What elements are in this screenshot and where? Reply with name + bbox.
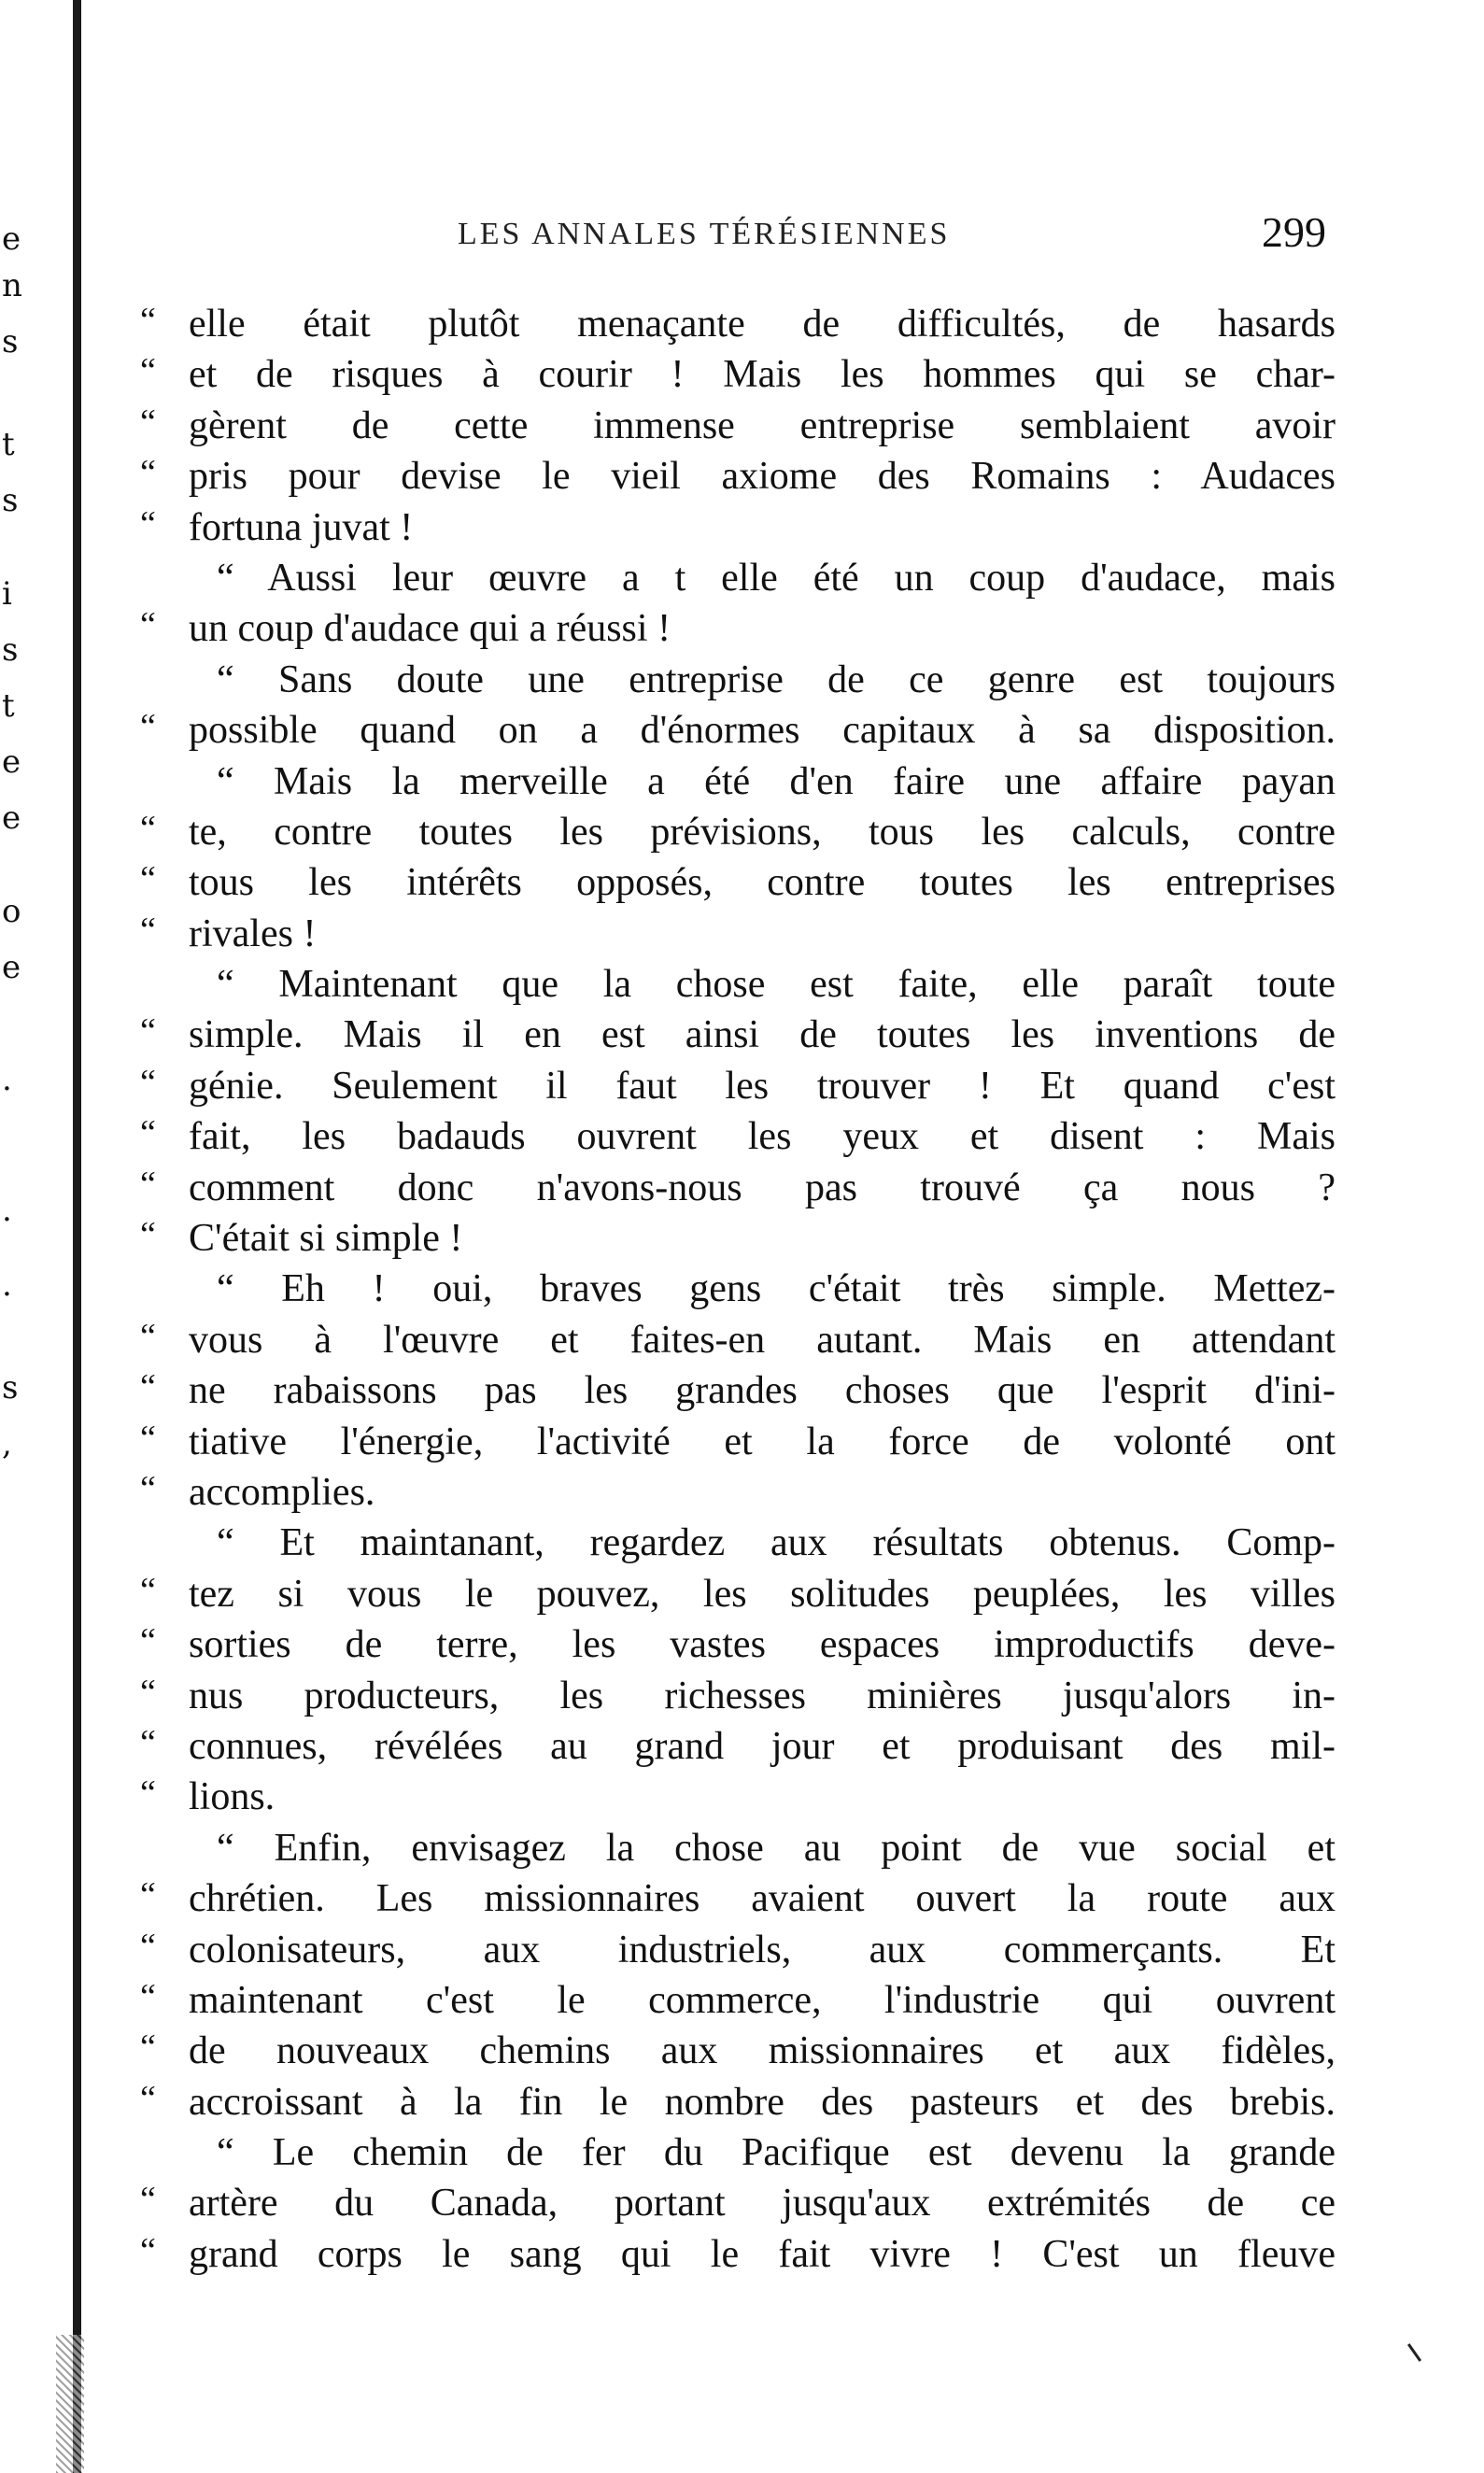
line-text: pris pour devise le vieil axiome des Romains : Audaces xyxy=(189,455,1336,499)
line-text: et de risques à courir ! Mais les hommes qui se char- xyxy=(189,353,1336,397)
line-text: de nouveaux chemins aux missionnaires et aux fidèles, xyxy=(189,2029,1336,2073)
margin-fragment: e xyxy=(2,949,21,986)
margin-fragment: t xyxy=(2,687,15,725)
text-line xyxy=(140,1823,1336,1873)
text-line xyxy=(140,451,1336,502)
quote-mark: “ xyxy=(140,2230,156,2270)
running-title: LES ANNALES TÉRÉSIENNES xyxy=(458,217,951,251)
text-line xyxy=(140,299,1336,349)
text-line xyxy=(140,1619,1336,1670)
line-text: simple. Mais il en est ainsi de toutes les inventions de xyxy=(189,1013,1336,1057)
quote-mark: “ xyxy=(140,1468,156,1508)
quote-mark: “ xyxy=(140,2028,156,2068)
quote-mark: “ xyxy=(140,503,156,544)
line-text: ne rabaissons pas les grandes choses que l'esprit d'ini- xyxy=(189,1369,1336,1413)
binding-gutter xyxy=(0,0,103,2473)
quote-mark: “ xyxy=(140,910,156,950)
book-spine-edge xyxy=(73,0,81,2473)
quote-mark: “ xyxy=(140,1316,156,1356)
line-text: vous à l'œuvre et faites-en autant. Mais en attendant xyxy=(189,1318,1336,1362)
text-line xyxy=(140,1061,1336,1111)
quote-mark: “ xyxy=(140,1164,156,1204)
margin-fragment: t xyxy=(2,426,15,463)
line-text: tez si vous le pouvez, les solitudes peuplées, les villes xyxy=(189,1572,1336,1616)
line-text: rivales ! xyxy=(189,911,317,955)
line-text: “ Maintenant que la chose est faite, elle paraît toute xyxy=(217,963,1336,1007)
text-line xyxy=(140,655,1336,705)
text-line xyxy=(140,909,1336,959)
quote-mark: “ xyxy=(140,2180,156,2220)
quote-mark: “ xyxy=(140,1722,156,1762)
quote-mark: “ xyxy=(140,1570,156,1610)
margin-fragment: i xyxy=(2,575,12,613)
page-header xyxy=(187,207,1326,263)
line-text: grand corps le sang qui le fait vivre ! C'est un fleuve xyxy=(189,2232,1336,2276)
line-text: accomplies. xyxy=(189,1470,375,1514)
line-text: “ Eh ! oui, braves gens c'était très simple. Mettez- xyxy=(217,1267,1336,1311)
line-text: te, contre toutes les prévisions, tous les calculs, contre xyxy=(189,810,1336,854)
quote-mark: “ xyxy=(140,1926,156,1966)
line-text: génie. Seulement il faut les trouver ! Et quand c'est xyxy=(189,1064,1336,1108)
text-line xyxy=(140,1772,1336,1822)
text-line xyxy=(140,401,1336,451)
quote-mark: “ xyxy=(140,402,156,442)
text-line xyxy=(140,1163,1336,1213)
text-line xyxy=(140,1925,1336,1975)
quote-mark: “ xyxy=(140,1062,156,1102)
line-text: sorties de terre, les vastes espaces improductifs deve- xyxy=(189,1623,1336,1667)
quote-mark: “ xyxy=(140,859,156,899)
line-text: “ Sans doute une entreprise de ce genre est toujours xyxy=(217,657,1336,701)
text-line xyxy=(140,1315,1336,1365)
margin-fragment: s xyxy=(2,1369,19,1406)
quote-mark: “ xyxy=(140,605,156,645)
quote-mark: “ xyxy=(140,1621,156,1661)
line-text: possible quand on a d'énormes capitaux à sa disposition. xyxy=(189,709,1336,753)
line-text: gèrent de cette immense entreprise semblaient avoir xyxy=(189,403,1336,447)
line-text: comment donc n'avons-nous pas trouvé ça nous ? xyxy=(189,1166,1336,1209)
line-text: maintenant c'est le commerce, l'industrie qui ouvrent xyxy=(189,1978,1336,2022)
text-line xyxy=(140,1721,1336,1772)
text-line xyxy=(140,807,1336,857)
text-line xyxy=(140,2026,1336,2076)
text-line xyxy=(140,2077,1336,2127)
text-line xyxy=(140,603,1336,654)
margin-fragment: o xyxy=(2,893,21,930)
line-text: chrétien. Les missionnaires avaient ouvert la route aux xyxy=(189,1877,1336,1921)
line-text: “ Enfin, envisagez la chose au point de vue social et xyxy=(217,1826,1336,1870)
quote-mark: “ xyxy=(140,1976,156,2016)
text-line xyxy=(140,502,1336,553)
quote-mark: “ xyxy=(140,453,156,493)
line-text: “ Mais la merveille a été d'en faire une affaire payan xyxy=(217,759,1336,803)
quote-mark: “ xyxy=(140,1367,156,1407)
margin-fragment: e xyxy=(2,799,21,837)
quote-mark: “ xyxy=(140,351,156,391)
line-text: fait, les badauds ouvrent les yeux et disent : Mais xyxy=(189,1115,1336,1159)
scan-noise xyxy=(56,2335,84,2473)
margin-fragment: n xyxy=(2,267,22,304)
text-line xyxy=(140,2127,1336,2178)
body-text xyxy=(140,299,1336,2280)
line-text: tiative l'énergie, l'activité et la force de volonté ont xyxy=(189,1420,1336,1463)
line-text: lions. xyxy=(189,1775,276,1819)
quote-mark: “ xyxy=(140,1672,156,1712)
margin-fragment: s xyxy=(2,482,19,519)
quote-mark: “ xyxy=(140,301,156,340)
margin-fragment: . xyxy=(2,1061,12,1098)
line-text: un coup d'audace qui a réussi ! xyxy=(189,607,671,651)
quote-mark: “ xyxy=(140,1418,156,1458)
text-line xyxy=(140,1417,1336,1467)
text-line xyxy=(140,1467,1336,1518)
text-line xyxy=(140,1111,1336,1162)
text-line xyxy=(140,705,1336,756)
page-number: 299 xyxy=(1262,208,1326,256)
line-text: connues, révélées au grand jour et produisant des mil- xyxy=(189,1724,1336,1768)
margin-fragment: s xyxy=(2,631,19,669)
text-line xyxy=(140,349,1336,400)
margin-fragment: . xyxy=(2,1192,12,1229)
quote-mark: “ xyxy=(140,1011,156,1052)
line-text: elle était plutôt menaçante de difficultés, de hasards xyxy=(189,303,1336,346)
text-line xyxy=(140,553,1336,603)
line-text: fortuna juvat ! xyxy=(189,505,414,549)
text-line xyxy=(140,1010,1336,1060)
text-line xyxy=(140,2229,1336,2280)
quote-mark: “ xyxy=(140,2078,156,2118)
text-line xyxy=(140,1569,1336,1619)
margin-fragment: e xyxy=(2,743,21,781)
quote-mark: “ xyxy=(140,808,156,848)
quote-mark: “ xyxy=(140,1113,156,1153)
text-line xyxy=(140,857,1336,908)
text-line xyxy=(140,1213,1336,1264)
line-text: nus producteurs, les richesses minières jusqu'alors in- xyxy=(189,1674,1336,1717)
margin-fragment: e xyxy=(2,220,21,258)
line-text: “ Et maintanant, regardez aux résultats obtenus. Comp- xyxy=(217,1521,1336,1565)
text-line xyxy=(140,1365,1336,1416)
text-line xyxy=(140,1518,1336,1568)
line-text: C'était si simple ! xyxy=(189,1217,463,1261)
margin-fragment: s xyxy=(2,323,19,360)
text-line xyxy=(140,1264,1336,1314)
text-line xyxy=(140,1671,1336,1721)
line-text: “ Le chemin de fer du Pacifique est devenu la grande xyxy=(217,2131,1336,2175)
quote-mark: “ xyxy=(140,1773,156,1814)
line-text: artère du Canada, portant jusqu'aux extrémités de ce xyxy=(189,2182,1336,2226)
quote-mark: “ xyxy=(140,1875,156,1915)
text-line xyxy=(140,2178,1336,2228)
text-line xyxy=(140,959,1336,1010)
quote-mark: “ xyxy=(140,707,156,747)
line-text: colonisateurs, aux industriels, aux commerçants. Et xyxy=(189,1928,1336,1971)
margin-fragment: , xyxy=(2,1425,12,1463)
line-text: tous les intérêts opposés, contre toutes les entreprises xyxy=(189,861,1336,905)
quote-mark: “ xyxy=(140,1215,156,1255)
margin-fragment: . xyxy=(2,1266,12,1304)
text-line xyxy=(140,1975,1336,2026)
line-text: “ Aussi leur œuvre a t elle été un coup d'audace, mais xyxy=(217,556,1336,600)
scan-mark xyxy=(1407,2343,1421,2362)
text-line xyxy=(140,756,1336,807)
line-text: accroissant à la fin le nombre des pasteurs et des brebis. xyxy=(189,2080,1336,2124)
text-line xyxy=(140,1873,1336,1924)
